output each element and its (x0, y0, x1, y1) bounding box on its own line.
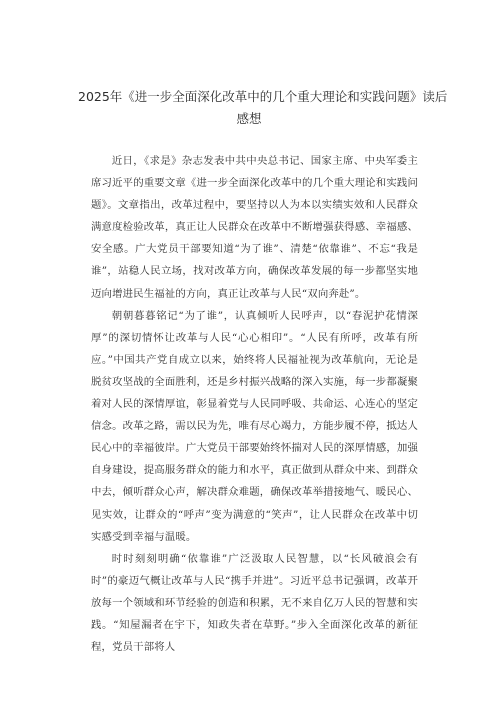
paragraph-3: 时时刻刻明确“依靠谁”广泛汲取人民智慧，以“长风破浪会有时”的豪迈气概让改革与人民“携手并进”。习近平总书记强调，改革开放每一个领域和环节经验的创造和积累，无不来自亿万人民的智慧和实践。“知屋漏者在宇下，知政失者在草野。”步入全面深化改革的新征程，党员干部将人 (91, 552, 418, 654)
title-line-2: 感想 (236, 111, 262, 126)
paragraph-1: 近日，《求是》杂志发表中共中央总书记、国家主席、中央军委主席习近平的重要文章《进一步全面深化改革中的几个重大理论和实践问题》。文章指出，改革过程中，要坚持以人为本以实绩实效和人民群众满意度检验改革，真正让人民群众在改革中不断增强获得感、幸福感、安全感。广大党员干部要知道“为了谁”、清楚“依靠谁”、不忘“我是谁”，站稳人民立场，找对改革方向，确保改革发展的每一步都坚实地迈向增进民生福祉的方向，真正让改革与人民“双向奔赴”。 (91, 155, 418, 300)
title-line-1: 2025年《进一步全面深化改革中的几个重大理论和实践问题》读后 (78, 89, 448, 104)
paragraph-2: 朝朝暮暮铭记“为了谁”，认真倾听人民呼声，以“春泥护花情深厚”的深切情怀让改革与人民“心心相印”。“人民有所呼，改革有所应。”中国共产党自成立以来，始终将人民福祉视为改革航向，无论是脱贫攻坚战的全面胜利，还是乡村振兴战略的深入实施，每一步都凝聚着对人民的深情厚谊，彰显着党与人民同呼吸、共命运、心连心的坚定信念。改革之路，需以民为先，唯有尽心竭力，方能步履不停，抵达人民心中的幸福彼岸。广大党员干部要始终怀揣对人民的深厚情感，加强自身建设，提高服务群众的能力和水平，真正做到从群众中来、到群众中去，倾听群众心声，解决群众难题，确保改革举措接地气、暖民心、见实效，让群众的“呼声”变为满意的“笑声”，让人民群众在改革中切实感受到幸福与温暖。 (91, 309, 418, 543)
document-title (78, 86, 448, 130)
document-body (91, 150, 418, 658)
